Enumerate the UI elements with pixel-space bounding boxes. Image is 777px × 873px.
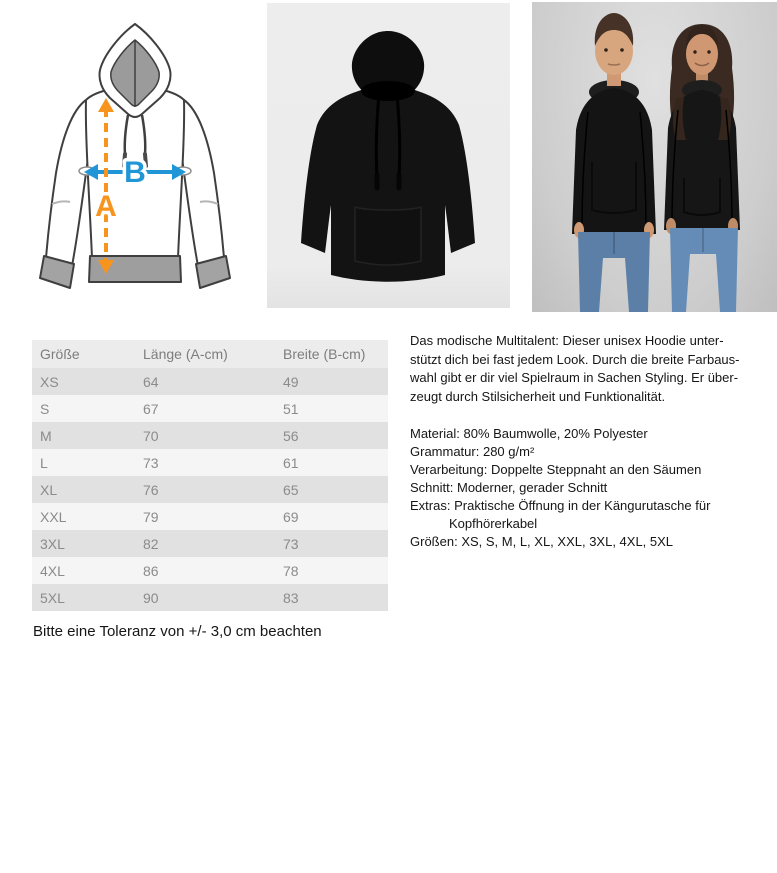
width-cell: 56 [275, 422, 388, 449]
size-table-header [32, 340, 388, 368]
spec-value: 80% Baumwolle, 20% Polyester [463, 426, 648, 441]
woman-eye-right [707, 50, 710, 53]
size-cell: 4XL [32, 557, 135, 584]
black-hoodie-illustration [267, 3, 510, 308]
table-row [32, 557, 388, 584]
length-cell: 64 [135, 368, 275, 395]
width-cell: 65 [275, 476, 388, 503]
length-cell: 76 [135, 476, 275, 503]
size-cell: M [32, 422, 135, 449]
spec-extras-continued: Kopfhörerkabel [449, 516, 538, 531]
width-cell: 83 [275, 584, 388, 611]
spec-groessen [410, 533, 777, 551]
man-eye-right [620, 48, 624, 52]
right-sleeve [182, 100, 224, 266]
spec-schnitt [410, 479, 777, 497]
male-model [572, 13, 656, 312]
spec-label: Extras: [410, 498, 451, 513]
waistband [89, 256, 181, 282]
table-row [32, 503, 388, 530]
length-cell: 90 [135, 584, 275, 611]
column-header-length: Länge (A-cm) [135, 340, 275, 368]
woman-eye-left [693, 50, 696, 53]
spec-extras [410, 497, 777, 515]
description-intro [410, 332, 777, 406]
length-cell: 82 [135, 530, 275, 557]
table-row [32, 422, 388, 449]
spec-verarbeitung [410, 461, 777, 479]
neck-shadow [361, 81, 415, 101]
length-cell: 86 [135, 557, 275, 584]
intro-line: wahl gibt er dir viel Spielraum in Sachen Styling. Er über- [410, 370, 739, 385]
spec-value: 280 g/m² [482, 444, 535, 459]
spec-material [410, 425, 777, 443]
column-header-size: Größe [32, 340, 135, 368]
width-cell: 51 [275, 395, 388, 422]
spec-label: Größen: [410, 534, 458, 549]
table-row [32, 449, 388, 476]
left-sleeve [46, 100, 88, 266]
size-diagram-image[interactable] [28, 8, 238, 308]
table-row [32, 368, 388, 395]
width-label-b: B [124, 156, 146, 189]
product-photo[interactable] [267, 3, 510, 308]
table-row [32, 395, 388, 422]
length-cell: 73 [135, 449, 275, 476]
female-model [664, 24, 740, 312]
spec-label: Verarbeitung: [410, 462, 488, 477]
tolerance-note: Bitte eine Toleranz von +/- 3,0 cm beachten [33, 623, 322, 640]
spec-label: Schnitt: [410, 480, 454, 495]
spec-value: Doppelte Steppnaht an den Säumen [490, 462, 702, 477]
spec-label: Material: [410, 426, 460, 441]
column-header-width: Breite (B-cm) [275, 340, 388, 368]
length-cell: 70 [135, 422, 275, 449]
size-table [32, 340, 388, 611]
size-cell: XS [32, 368, 135, 395]
length-label-a: A [95, 190, 117, 223]
models-illustration [532, 2, 777, 312]
models-photo[interactable] [532, 2, 777, 312]
spec-value: XS, S, M, L, XL, XXL, 3XL, 4XL, 5XL [461, 534, 674, 549]
table-row [32, 530, 388, 557]
width-cell: 49 [275, 368, 388, 395]
description-specs [410, 425, 777, 551]
length-cell: 79 [135, 503, 275, 530]
width-cell: 69 [275, 503, 388, 530]
size-cell: L [32, 449, 135, 476]
intro-line: stützt dich bei fast jedem Look. Durch die breite Farbaus- [410, 351, 740, 367]
size-cell: XXL [32, 503, 135, 530]
width-cell: 78 [275, 557, 388, 584]
hoodie-measurement-diagram [28, 8, 238, 308]
intro-line: Das modische Multitalent: Dieser unisex Hoodie unter- [410, 333, 724, 348]
man-eye-left [604, 48, 608, 52]
kangaroo-pocket [355, 207, 421, 265]
length-cell: 67 [135, 395, 275, 422]
table-row [32, 476, 388, 503]
product-description [410, 332, 777, 551]
size-cell: XL [32, 476, 135, 503]
size-cell: S [32, 395, 135, 422]
size-cell: 5XL [32, 584, 135, 611]
spec-value: Praktische Öffnung in der Kängurutasche für [454, 498, 711, 513]
width-cell: 61 [275, 449, 388, 476]
size-cell: 3XL [32, 530, 135, 557]
width-cell: 73 [275, 530, 388, 557]
spec-value: Moderner, gerader Schnitt [456, 480, 608, 495]
table-row [32, 584, 388, 611]
spec-grammatur [410, 443, 777, 461]
intro-line: zeugt durch Stilsicherheit und Funktionalität. [410, 388, 666, 404]
spec-label: Grammatur: [410, 444, 480, 459]
